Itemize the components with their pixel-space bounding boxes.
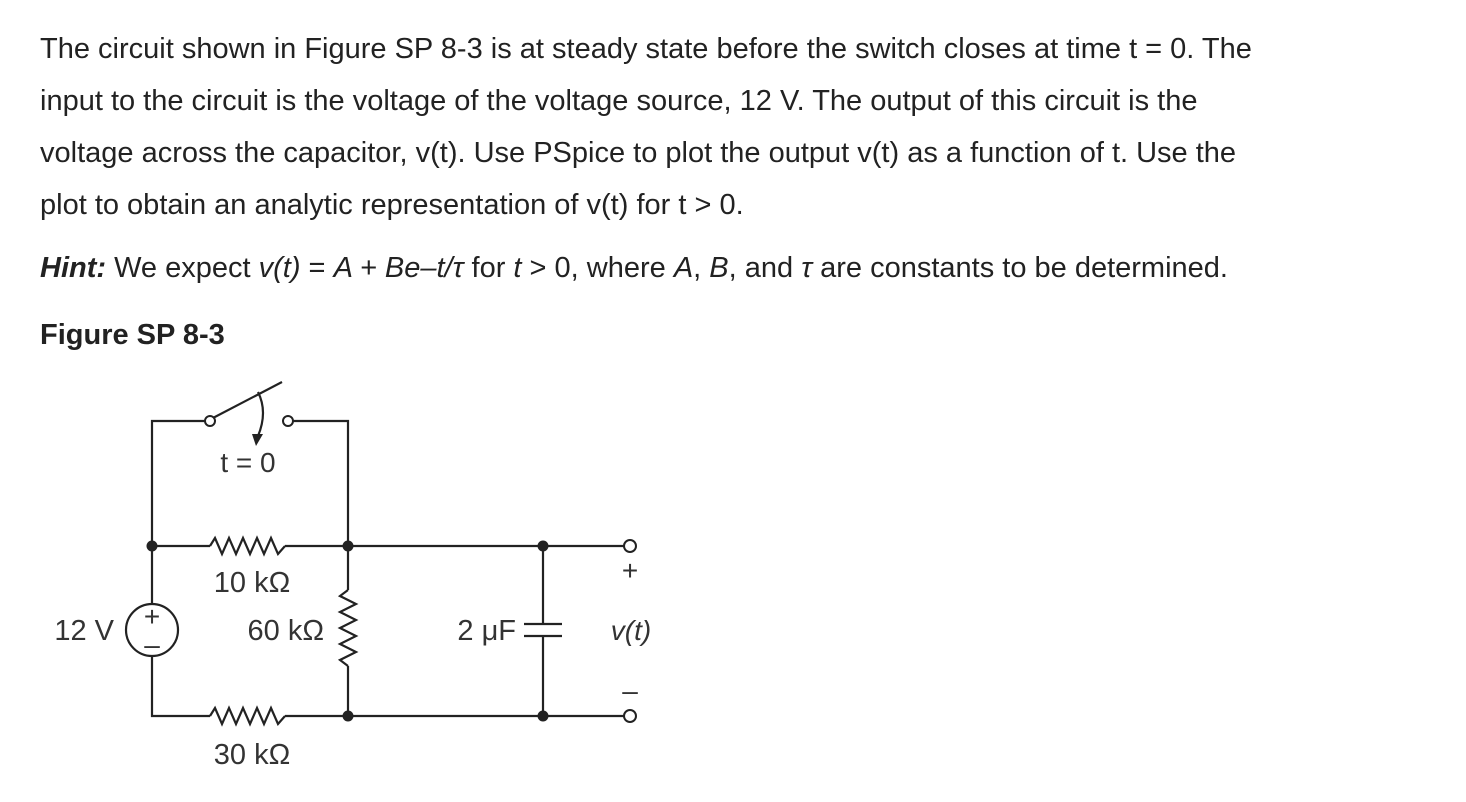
cap-label: 2 μF <box>457 615 516 647</box>
node <box>538 711 549 722</box>
r3-label: 30 kΩ <box>213 739 291 771</box>
source-label: 12 V <box>54 615 114 647</box>
r2-label: 60 kΩ <box>247 615 324 647</box>
hint-text: > 0, where <box>521 252 674 284</box>
hint-text: for <box>463 252 514 284</box>
hint-expr-b: B <box>709 252 729 284</box>
resistor-30k <box>210 708 285 724</box>
resistor-60k <box>340 590 356 666</box>
node <box>343 711 354 722</box>
source-plus: + <box>143 601 161 632</box>
wire-switch-left <box>152 421 205 546</box>
node <box>343 541 354 552</box>
switch-label: t = 0 <box>220 447 276 478</box>
problem-statement <box>40 23 1440 231</box>
hint-text: , <box>693 252 710 284</box>
hint-expr-a: A <box>673 252 694 284</box>
problem-line-4: plot to obtain an analytic representation of v(t) for t > 0. <box>40 189 744 221</box>
output-plus: + <box>621 555 639 586</box>
hint-paragraph <box>40 246 1450 290</box>
node <box>147 541 158 552</box>
hint-label: Hint: <box>40 252 107 284</box>
hint-text: = <box>300 252 334 284</box>
r1-label: 10 kΩ <box>213 567 291 599</box>
switch-blade <box>211 382 282 419</box>
hint-expr-rhs: A + Be–t/τ <box>333 252 464 284</box>
output-minus: – <box>622 675 638 706</box>
hint-text: We expect <box>106 252 259 284</box>
problem-line-3: voltage across the capacitor, v(t). Use PSpice to plot the output v(t) as a function of t. Use the <box>40 137 1237 169</box>
hint-text: , and <box>728 252 802 284</box>
output-terminal-minus <box>624 710 636 722</box>
source-minus: – <box>144 629 160 660</box>
hint-expr-t: t <box>513 252 522 284</box>
figure-caption: Figure SP 8-3 <box>40 319 225 351</box>
problem-line-1: The circuit shown in Figure SP 8-3 is at steady state before the switch closes at time t = 0. The <box>40 33 1252 65</box>
hint-expr-tau: τ <box>801 252 813 284</box>
switch-contact-left <box>205 416 215 426</box>
circuit-diagram <box>0 360 700 800</box>
problem-line-2: input to the circuit is the voltage of the voltage source, 12 V. The output of this circuit is the <box>40 85 1198 117</box>
output-label: v(t) <box>610 615 652 646</box>
wire-switch-right <box>292 421 348 546</box>
resistor-10k <box>210 538 285 554</box>
hint-text: are constants to be determined. <box>812 252 1228 284</box>
hint-expr-v: v(t) <box>258 252 301 284</box>
output-terminal-plus <box>624 540 636 552</box>
node <box>538 541 549 552</box>
wire-source-to-bottom <box>152 656 210 716</box>
switch-contact-right <box>283 416 293 426</box>
switch-arrow-head <box>252 434 263 446</box>
switch-arrow-shaft <box>258 392 263 436</box>
